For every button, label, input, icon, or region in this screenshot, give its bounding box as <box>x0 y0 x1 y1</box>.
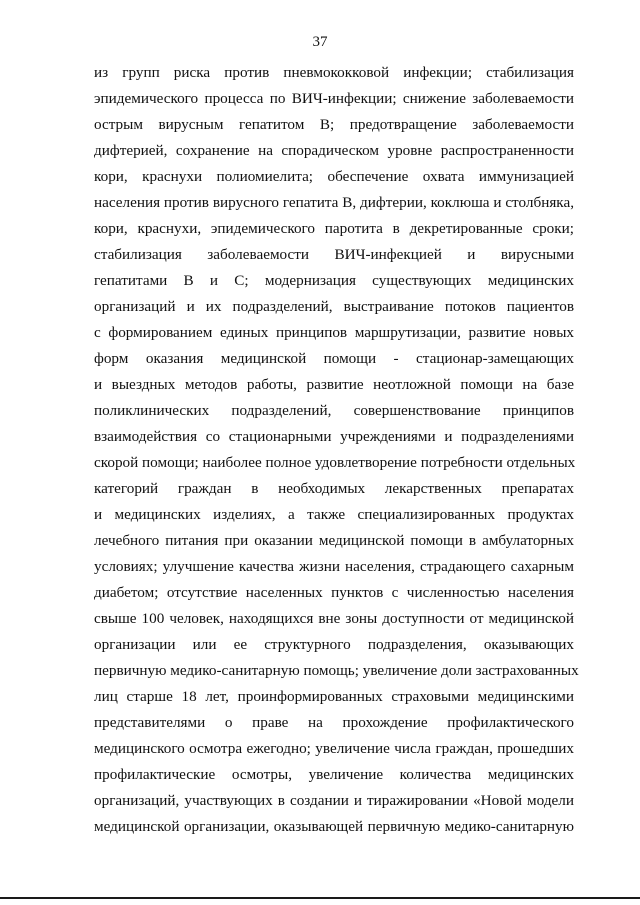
text-line-29: организаций, участвующих в создании и тиражировании «Новой модели <box>94 792 574 809</box>
text-line-17: категорий граждан в необходимых лекарственных препаратах <box>94 480 574 497</box>
text-line-12: форм оказания медицинской помощи - стационар-замещающих <box>94 350 574 367</box>
text-line-16: скорой помощи; наиболее полное удовлетворение потребности отдельных <box>94 454 576 471</box>
text-line-28: профилактические осмотры, увеличение количества медицинских <box>94 766 574 783</box>
text-line-2: эпидемического процесса по ВИЧ-инфекции; снижение заболеваемости <box>94 90 574 107</box>
text-line-22: свыше 100 человек, находящихся вне зоны доступности от медицинской <box>94 610 574 627</box>
text-line-8: стабилизация заболеваемости ВИЧ-инфекцией и вирусными <box>94 246 574 263</box>
text-line-13: и выездных методов работы, развитие неотложной помощи на базе <box>94 376 574 393</box>
text-line-24: первичную медико-санитарную помощь; увеличение доли застрахованных <box>94 662 579 679</box>
text-line-14: поликлинических подразделений, совершенствование принципов <box>94 402 574 419</box>
text-line-23: организации или ее структурного подразделения, оказывающих <box>94 636 574 653</box>
text-line-4: дифтерией, сохранение на спорадическом уровне распространенности <box>94 142 574 159</box>
text-line-26: представителями о праве на прохождение профилактического <box>94 714 574 731</box>
text-line-11: с формированием единых принципов маршрутизации, развитие новых <box>94 324 574 341</box>
text-line-15: взаимодействия со стационарными учреждениями и подразделениями <box>94 428 574 445</box>
text-line-1: из групп риска против пневмококковой инфекции; стабилизация <box>94 64 574 81</box>
text-line-9: гепатитами В и С; модернизация существующих медицинских <box>94 272 574 289</box>
page-number: 37 <box>312 34 328 50</box>
text-line-3: острым вирусным гепатитом В; предотвращение заболеваемости <box>94 116 574 133</box>
text-line-19: лечебного питания при оказании медицинской помощи в амбулаторных <box>94 532 574 549</box>
text-line-20: условиях; улучшение качества жизни населения, страдающего сахарным <box>94 558 574 575</box>
text-line-25: лиц старше 18 лет, проинформированных страховыми медицинскими <box>94 688 574 705</box>
text-line-7: кори, краснухи, эпидемического паротита в декретированные сроки; <box>94 220 574 237</box>
text-line-5: кори, краснухи полиомиелита; обеспечение охвата иммунизацией <box>94 168 574 185</box>
text-line-10: организаций и их подразделений, выстраивание потоков пациентов <box>94 298 574 315</box>
text-line-6: населения против вирусного гепатита В, дифтерии, коклюша и столбняка, <box>94 194 574 211</box>
bottom-edge-line <box>0 897 640 899</box>
text-line-30: медицинской организации, оказывающей первичную медико-санитарную <box>94 818 574 835</box>
text-line-27: медицинского осмотра ежегодно; увеличение числа граждан, прошедших <box>94 740 574 757</box>
text-line-18: и медицинских изделиях, а также специализированных продуктах <box>94 506 574 523</box>
body-text <box>94 60 579 840</box>
text-line-21: диабетом; отсутствие населенных пунктов с численностью населения <box>94 584 574 601</box>
